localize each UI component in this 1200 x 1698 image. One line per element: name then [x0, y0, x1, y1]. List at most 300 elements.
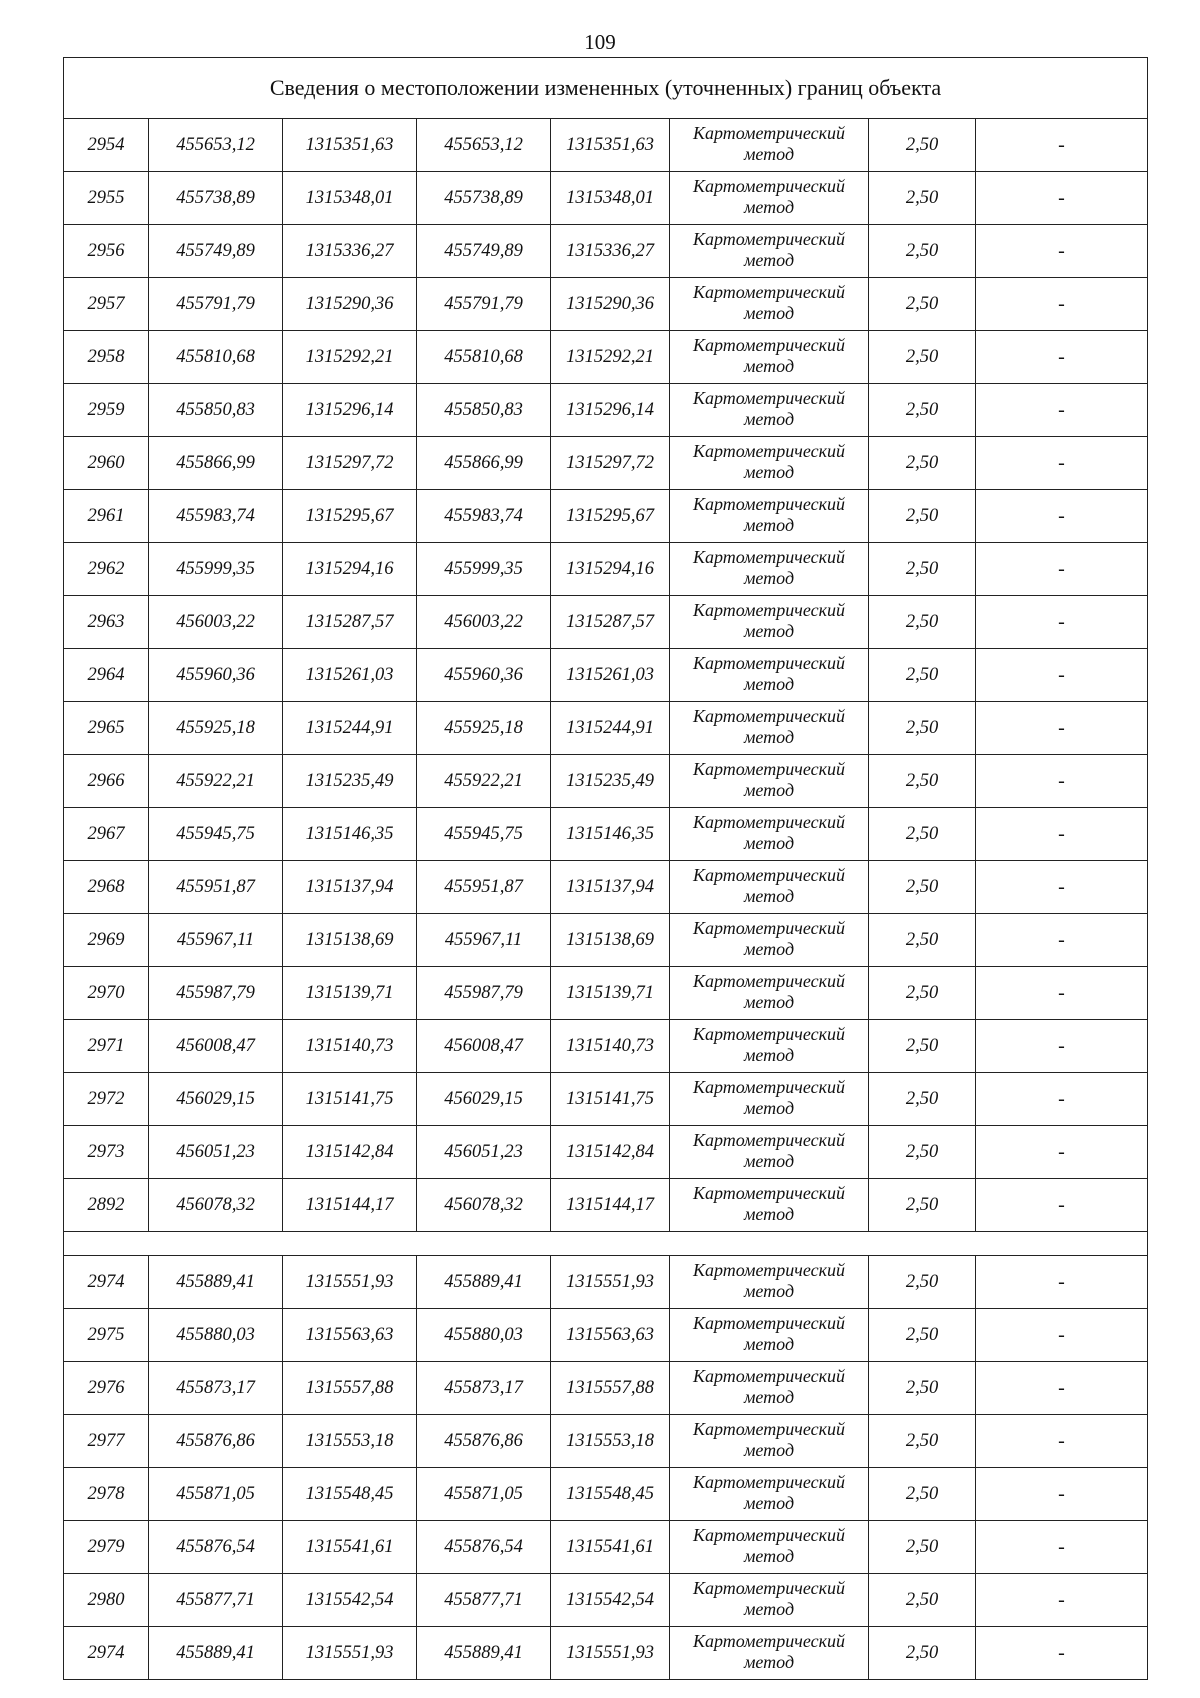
refined-x-cell: 455876,54 — [417, 1521, 551, 1574]
table-row — [64, 702, 1148, 755]
existing-x-cell: 455738,89 — [149, 172, 283, 225]
method-line-2: метод — [743, 1098, 795, 1118]
refined-y-cell: 1315140,73 — [551, 1020, 670, 1073]
method-line-2: метод — [743, 250, 795, 270]
existing-x-cell: 455866,99 — [149, 437, 283, 490]
group-separator-row — [64, 1232, 1148, 1256]
method-line-1: Картометрический — [692, 1183, 845, 1203]
existing-x-cell: 455999,35 — [149, 543, 283, 596]
refined-y-cell: 1315139,71 — [551, 967, 670, 1020]
accuracy-cell: 2,50 — [869, 1256, 976, 1309]
accuracy-cell: 2,50 — [869, 861, 976, 914]
existing-y-cell: 1315541,61 — [283, 1521, 417, 1574]
refined-x-cell: 455866,99 — [417, 437, 551, 490]
refined-x-cell: 455960,36 — [417, 649, 551, 702]
accuracy-cell: 2,50 — [869, 490, 976, 543]
method-cell — [670, 225, 869, 278]
point-number-cell: 2967 — [64, 808, 149, 861]
group-separator-cell — [64, 1232, 1148, 1256]
method-line-2: метод — [743, 992, 795, 1012]
refined-x-cell: 455889,41 — [417, 1256, 551, 1309]
accuracy-cell: 2,50 — [869, 1020, 976, 1073]
method-line-1: Картометрический — [692, 494, 845, 514]
method-line-1: Картометрический — [692, 335, 845, 355]
description-cell: - — [976, 278, 1148, 331]
table-row — [64, 1627, 1148, 1680]
existing-y-cell: 1315137,94 — [283, 861, 417, 914]
description-cell: - — [976, 225, 1148, 278]
refined-y-cell: 1315290,36 — [551, 278, 670, 331]
existing-x-cell: 456008,47 — [149, 1020, 283, 1073]
method-cell — [670, 119, 869, 172]
table-row — [64, 490, 1148, 543]
existing-y-cell: 1315296,14 — [283, 384, 417, 437]
point-number-cell: 2974 — [64, 1627, 149, 1680]
point-number-cell: 2956 — [64, 225, 149, 278]
refined-x-cell: 455653,12 — [417, 119, 551, 172]
description-cell: - — [976, 331, 1148, 384]
method-line-2: метод — [743, 1599, 795, 1619]
accuracy-cell: 2,50 — [869, 1468, 976, 1521]
existing-x-cell: 456078,32 — [149, 1179, 283, 1232]
method-line-2: метод — [743, 1546, 795, 1566]
method-line-1: Картометрический — [692, 1525, 845, 1545]
method-line-2: метод — [743, 780, 795, 800]
refined-y-cell: 1315551,93 — [551, 1627, 670, 1680]
method-line-1: Картометрический — [692, 1077, 845, 1097]
table-row — [64, 278, 1148, 331]
method-line-2: метод — [743, 1387, 795, 1407]
refined-y-cell: 1315542,54 — [551, 1574, 670, 1627]
table-row — [64, 914, 1148, 967]
method-line-1: Картометрический — [692, 706, 845, 726]
existing-x-cell: 455653,12 — [149, 119, 283, 172]
accuracy-cell: 2,50 — [869, 596, 976, 649]
refined-x-cell: 455871,05 — [417, 1468, 551, 1521]
existing-y-cell: 1315294,16 — [283, 543, 417, 596]
point-number-cell: 2977 — [64, 1415, 149, 1468]
existing-y-cell: 1315138,69 — [283, 914, 417, 967]
method-cell — [670, 1574, 869, 1627]
point-number-cell: 2978 — [64, 1468, 149, 1521]
existing-y-cell: 1315142,84 — [283, 1126, 417, 1179]
method-cell — [670, 596, 869, 649]
existing-y-cell: 1315542,54 — [283, 1574, 417, 1627]
refined-y-cell: 1315138,69 — [551, 914, 670, 967]
method-line-2: метод — [743, 674, 795, 694]
table-row — [64, 861, 1148, 914]
refined-y-cell: 1315235,49 — [551, 755, 670, 808]
existing-x-cell: 455871,05 — [149, 1468, 283, 1521]
accuracy-cell: 2,50 — [869, 649, 976, 702]
refined-x-cell: 455749,89 — [417, 225, 551, 278]
existing-x-cell: 455987,79 — [149, 967, 283, 1020]
table-row — [64, 1020, 1148, 1073]
existing-x-cell: 456029,15 — [149, 1073, 283, 1126]
existing-x-cell: 456051,23 — [149, 1126, 283, 1179]
method-line-2: метод — [743, 1493, 795, 1513]
method-line-1: Картометрический — [692, 971, 845, 991]
point-number-cell: 2973 — [64, 1126, 149, 1179]
description-cell: - — [976, 1020, 1148, 1073]
method-line-2: метод — [743, 939, 795, 959]
refined-y-cell: 1315541,61 — [551, 1521, 670, 1574]
point-number-cell: 2971 — [64, 1020, 149, 1073]
point-number-cell: 2962 — [64, 543, 149, 596]
method-line-1: Картометрический — [692, 812, 845, 832]
accuracy-cell: 2,50 — [869, 172, 976, 225]
method-line-2: метод — [743, 1151, 795, 1171]
table-row — [64, 1126, 1148, 1179]
table-body — [64, 58, 1148, 1680]
table-row — [64, 1415, 1148, 1468]
point-number-cell: 2960 — [64, 437, 149, 490]
refined-x-cell: 455983,74 — [417, 490, 551, 543]
existing-x-cell: 455951,87 — [149, 861, 283, 914]
table-row — [64, 1521, 1148, 1574]
refined-y-cell: 1315144,17 — [551, 1179, 670, 1232]
method-cell — [670, 808, 869, 861]
existing-x-cell: 455889,41 — [149, 1256, 283, 1309]
method-cell — [670, 702, 869, 755]
method-line-2: метод — [743, 515, 795, 535]
table-row — [64, 1362, 1148, 1415]
table-row — [64, 1309, 1148, 1362]
description-cell: - — [976, 172, 1148, 225]
existing-y-cell: 1315139,71 — [283, 967, 417, 1020]
point-number-cell: 2963 — [64, 596, 149, 649]
method-cell — [670, 755, 869, 808]
description-cell: - — [976, 490, 1148, 543]
description-cell: - — [976, 1179, 1148, 1232]
description-cell: - — [976, 1468, 1148, 1521]
method-line-1: Картометрический — [692, 176, 845, 196]
table-row — [64, 384, 1148, 437]
description-cell: - — [976, 755, 1148, 808]
method-line-1: Картометрический — [692, 918, 845, 938]
point-number-cell: 2974 — [64, 1256, 149, 1309]
method-line-2: метод — [743, 1045, 795, 1065]
refined-y-cell: 1315295,67 — [551, 490, 670, 543]
accuracy-cell: 2,50 — [869, 1309, 976, 1362]
existing-y-cell: 1315244,91 — [283, 702, 417, 755]
method-line-2: метод — [743, 462, 795, 482]
description-cell: - — [976, 808, 1148, 861]
existing-y-cell: 1315235,49 — [283, 755, 417, 808]
existing-x-cell: 455967,11 — [149, 914, 283, 967]
method-cell — [670, 278, 869, 331]
method-line-1: Картометрический — [692, 547, 845, 567]
description-cell: - — [976, 437, 1148, 490]
accuracy-cell: 2,50 — [869, 1362, 976, 1415]
method-line-2: метод — [743, 621, 795, 641]
method-line-1: Картометрический — [692, 1130, 845, 1150]
accuracy-cell: 2,50 — [869, 1073, 976, 1126]
point-number-cell: 2954 — [64, 119, 149, 172]
existing-y-cell: 1315287,57 — [283, 596, 417, 649]
method-line-2: метод — [743, 144, 795, 164]
accuracy-cell: 2,50 — [869, 1179, 976, 1232]
table-row — [64, 596, 1148, 649]
method-cell — [670, 490, 869, 543]
method-line-1: Картометрический — [692, 1313, 845, 1333]
method-line-2: метод — [743, 727, 795, 747]
refined-y-cell: 1315292,21 — [551, 331, 670, 384]
method-cell — [670, 1073, 869, 1126]
table-title: Сведения о местоположении измененных (уточненных) границ объекта — [64, 58, 1148, 119]
existing-y-cell: 1315553,18 — [283, 1415, 417, 1468]
refined-x-cell: 455951,87 — [417, 861, 551, 914]
method-cell — [670, 1179, 869, 1232]
table-row — [64, 1179, 1148, 1232]
accuracy-cell: 2,50 — [869, 543, 976, 596]
refined-y-cell: 1315336,27 — [551, 225, 670, 278]
method-cell — [670, 437, 869, 490]
accuracy-cell: 2,50 — [869, 914, 976, 967]
refined-y-cell: 1315137,94 — [551, 861, 670, 914]
point-number-cell: 2970 — [64, 967, 149, 1020]
refined-y-cell: 1315553,18 — [551, 1415, 670, 1468]
method-cell — [670, 1468, 869, 1521]
table-row — [64, 1073, 1148, 1126]
existing-x-cell: 455945,75 — [149, 808, 283, 861]
method-line-1: Картометрический — [692, 653, 845, 673]
accuracy-cell: 2,50 — [869, 437, 976, 490]
existing-y-cell: 1315144,17 — [283, 1179, 417, 1232]
refined-x-cell: 455945,75 — [417, 808, 551, 861]
accuracy-cell: 2,50 — [869, 331, 976, 384]
existing-y-cell: 1315141,75 — [283, 1073, 417, 1126]
point-number-cell: 2979 — [64, 1521, 149, 1574]
accuracy-cell: 2,50 — [869, 1574, 976, 1627]
existing-x-cell: 455922,21 — [149, 755, 283, 808]
description-cell: - — [976, 1415, 1148, 1468]
description-cell: - — [976, 1073, 1148, 1126]
refined-y-cell: 1315548,45 — [551, 1468, 670, 1521]
method-cell — [670, 384, 869, 437]
accuracy-cell: 2,50 — [869, 119, 976, 172]
refined-y-cell: 1315297,72 — [551, 437, 670, 490]
method-line-1: Картометрический — [692, 1631, 845, 1651]
point-number-cell: 2958 — [64, 331, 149, 384]
point-number-cell: 2955 — [64, 172, 149, 225]
method-line-2: метод — [743, 1440, 795, 1460]
existing-y-cell: 1315297,72 — [283, 437, 417, 490]
refined-x-cell: 456078,32 — [417, 1179, 551, 1232]
existing-x-cell: 455889,41 — [149, 1627, 283, 1680]
table-row — [64, 808, 1148, 861]
accuracy-cell: 2,50 — [869, 384, 976, 437]
method-cell — [670, 1256, 869, 1309]
table-row — [64, 967, 1148, 1020]
existing-y-cell: 1315551,93 — [283, 1256, 417, 1309]
existing-x-cell: 455925,18 — [149, 702, 283, 755]
table-row — [64, 755, 1148, 808]
refined-x-cell: 455987,79 — [417, 967, 551, 1020]
refined-x-cell: 455873,17 — [417, 1362, 551, 1415]
method-line-1: Картометрический — [692, 1024, 845, 1044]
table-row — [64, 172, 1148, 225]
table-row — [64, 1468, 1148, 1521]
description-cell: - — [976, 1521, 1148, 1574]
existing-x-cell: 455876,86 — [149, 1415, 283, 1468]
description-cell: - — [976, 1256, 1148, 1309]
method-line-1: Картометрический — [692, 229, 845, 249]
method-line-1: Картометрический — [692, 865, 845, 885]
method-cell — [670, 1020, 869, 1073]
method-line-2: метод — [743, 1652, 795, 1672]
existing-x-cell: 455877,71 — [149, 1574, 283, 1627]
existing-y-cell: 1315551,93 — [283, 1627, 417, 1680]
method-line-2: метод — [743, 197, 795, 217]
description-cell: - — [976, 914, 1148, 967]
existing-x-cell: 455791,79 — [149, 278, 283, 331]
method-line-1: Картометрический — [692, 282, 845, 302]
refined-y-cell: 1315244,91 — [551, 702, 670, 755]
refined-x-cell: 455877,71 — [417, 1574, 551, 1627]
description-cell: - — [976, 1574, 1148, 1627]
refined-y-cell: 1315296,14 — [551, 384, 670, 437]
refined-x-cell: 455850,83 — [417, 384, 551, 437]
method-line-1: Картометрический — [692, 441, 845, 461]
refined-y-cell: 1315551,93 — [551, 1256, 670, 1309]
existing-x-cell: 455960,36 — [149, 649, 283, 702]
method-line-1: Картометрический — [692, 388, 845, 408]
existing-y-cell: 1315292,21 — [283, 331, 417, 384]
table-row — [64, 649, 1148, 702]
table-header-row — [64, 58, 1148, 119]
method-cell — [670, 1627, 869, 1680]
accuracy-cell: 2,50 — [869, 1126, 976, 1179]
method-line-2: метод — [743, 886, 795, 906]
accuracy-cell: 2,50 — [869, 808, 976, 861]
description-cell: - — [976, 861, 1148, 914]
refined-x-cell: 455738,89 — [417, 172, 551, 225]
method-cell — [670, 331, 869, 384]
existing-y-cell: 1315140,73 — [283, 1020, 417, 1073]
description-cell: - — [976, 1627, 1148, 1680]
description-cell: - — [976, 1362, 1148, 1415]
point-number-cell: 2976 — [64, 1362, 149, 1415]
description-cell: - — [976, 1309, 1148, 1362]
accuracy-cell: 2,50 — [869, 278, 976, 331]
point-number-cell: 2980 — [64, 1574, 149, 1627]
description-cell: - — [976, 596, 1148, 649]
method-cell — [670, 861, 869, 914]
existing-y-cell: 1315295,67 — [283, 490, 417, 543]
existing-y-cell: 1315557,88 — [283, 1362, 417, 1415]
refined-y-cell: 1315287,57 — [551, 596, 670, 649]
existing-x-cell: 455749,89 — [149, 225, 283, 278]
refined-x-cell: 456029,15 — [417, 1073, 551, 1126]
refined-x-cell: 456008,47 — [417, 1020, 551, 1073]
accuracy-cell: 2,50 — [869, 702, 976, 755]
point-number-cell: 2969 — [64, 914, 149, 967]
existing-y-cell: 1315548,45 — [283, 1468, 417, 1521]
existing-x-cell: 455880,03 — [149, 1309, 283, 1362]
accuracy-cell: 2,50 — [869, 225, 976, 278]
refined-x-cell: 456003,22 — [417, 596, 551, 649]
refined-y-cell: 1315557,88 — [551, 1362, 670, 1415]
existing-x-cell: 455983,74 — [149, 490, 283, 543]
point-number-cell: 2968 — [64, 861, 149, 914]
table-row — [64, 1256, 1148, 1309]
description-cell: - — [976, 967, 1148, 1020]
description-cell: - — [976, 1126, 1148, 1179]
refined-x-cell: 455876,86 — [417, 1415, 551, 1468]
method-line-1: Картометрический — [692, 1366, 845, 1386]
description-cell: - — [976, 384, 1148, 437]
description-cell: - — [976, 702, 1148, 755]
refined-x-cell: 455810,68 — [417, 331, 551, 384]
point-number-cell: 2959 — [64, 384, 149, 437]
refined-x-cell: 455791,79 — [417, 278, 551, 331]
table-row — [64, 1574, 1148, 1627]
method-line-2: метод — [743, 409, 795, 429]
refined-y-cell: 1315294,16 — [551, 543, 670, 596]
table-row — [64, 119, 1148, 172]
method-cell — [670, 967, 869, 1020]
refined-x-cell: 455880,03 — [417, 1309, 551, 1362]
method-cell — [670, 1309, 869, 1362]
method-line-1: Картометрический — [692, 1260, 845, 1280]
method-line-1: Картометрический — [692, 1578, 845, 1598]
point-number-cell: 2957 — [64, 278, 149, 331]
description-cell: - — [976, 649, 1148, 702]
method-cell — [670, 1415, 869, 1468]
refined-x-cell: 455967,11 — [417, 914, 551, 967]
existing-x-cell: 455876,54 — [149, 1521, 283, 1574]
method-cell — [670, 649, 869, 702]
refined-x-cell: 455922,21 — [417, 755, 551, 808]
accuracy-cell: 2,50 — [869, 755, 976, 808]
existing-x-cell: 455810,68 — [149, 331, 283, 384]
method-line-2: метод — [743, 568, 795, 588]
existing-y-cell: 1315290,36 — [283, 278, 417, 331]
accuracy-cell: 2,50 — [869, 1521, 976, 1574]
refined-x-cell: 455889,41 — [417, 1627, 551, 1680]
refined-y-cell: 1315141,75 — [551, 1073, 670, 1126]
method-line-1: Картометрический — [692, 600, 845, 620]
refined-y-cell: 1315261,03 — [551, 649, 670, 702]
method-line-2: метод — [743, 303, 795, 323]
existing-y-cell: 1315146,35 — [283, 808, 417, 861]
description-cell: - — [976, 543, 1148, 596]
existing-y-cell: 1315261,03 — [283, 649, 417, 702]
method-cell — [670, 914, 869, 967]
existing-y-cell: 1315348,01 — [283, 172, 417, 225]
method-line-1: Картометрический — [692, 123, 845, 143]
existing-y-cell: 1315351,63 — [283, 119, 417, 172]
refined-x-cell: 455925,18 — [417, 702, 551, 755]
refined-y-cell: 1315351,63 — [551, 119, 670, 172]
existing-y-cell: 1315336,27 — [283, 225, 417, 278]
page-number: 109 — [584, 30, 616, 54]
table-row — [64, 437, 1148, 490]
refined-y-cell: 1315563,63 — [551, 1309, 670, 1362]
method-cell — [670, 1521, 869, 1574]
method-line-1: Картометрический — [692, 1472, 845, 1492]
point-number-cell: 2972 — [64, 1073, 149, 1126]
method-line-1: Картометрический — [692, 1419, 845, 1439]
method-line-1: Картометрический — [692, 759, 845, 779]
accuracy-cell: 2,50 — [869, 1627, 976, 1680]
point-number-cell: 2966 — [64, 755, 149, 808]
description-cell: - — [976, 119, 1148, 172]
method-cell — [670, 1362, 869, 1415]
accuracy-cell: 2,50 — [869, 1415, 976, 1468]
method-line-2: метод — [743, 1204, 795, 1224]
